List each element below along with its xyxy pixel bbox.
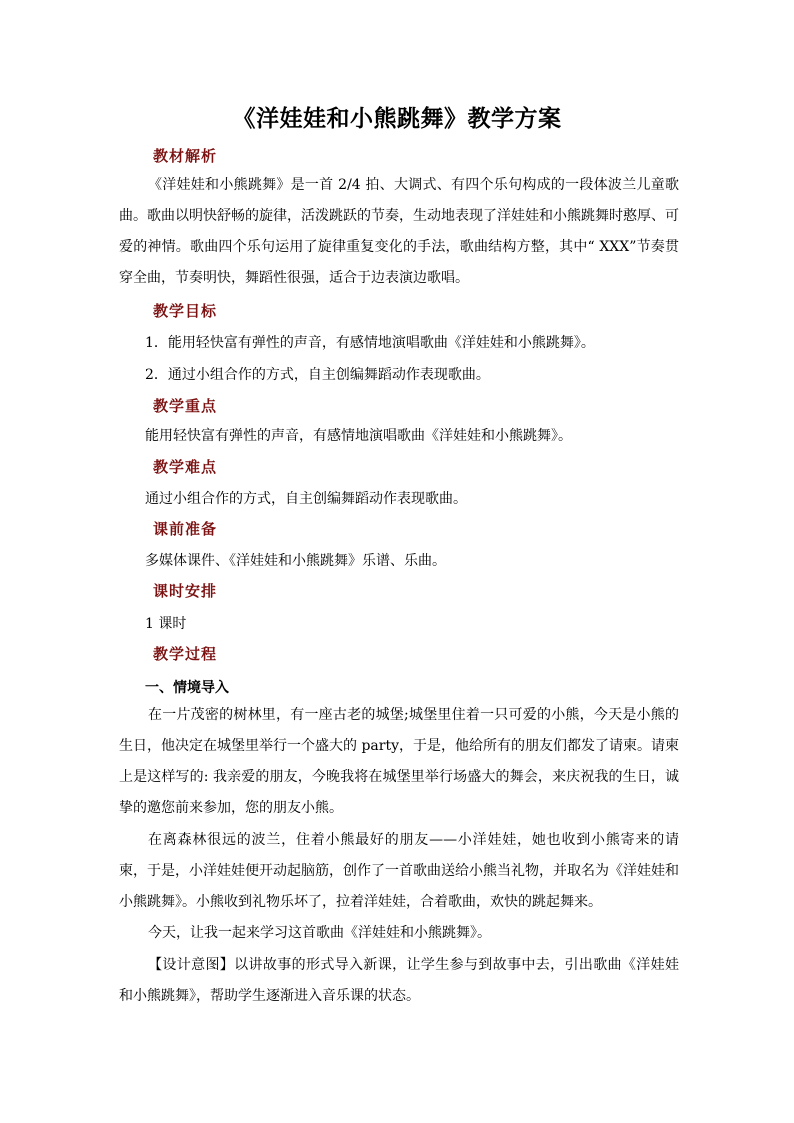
schedule-text: 1 课时: [145, 616, 187, 632]
heading-key-points: 教学重点: [153, 397, 218, 415]
process-paragraph-1: 在一片茂密的树林里，有一座古老的城堡;城堡里住着一只可爱的小熊，今天是小熊的生日，他决定在城堡里举行一个盛大的 party，于是，他给所有的朋友们都发了请柬。请柬上是这样写的: 我亲爱的朋友，今晚我将在城堡里举行场盛大的舞会，来庆祝我的生日，诚挚的邀您前来参加，您的朋友小熊。: [119, 707, 679, 816]
key-points-text: 能用轻快富有弹性的声音，有感情地演唱歌曲《洋娃娃和小熊跳舞》。: [145, 428, 572, 444]
process-paragraph-2: 在离森林很远的波兰，住着小熊最好的朋友——小洋娃娃，她也收到小熊寄来的请柬，于是，小洋娃娃便开动起脑筋，创作了一首歌曲送给小熊当礼物，并取名为《洋娃娃和小熊跳舞》。小熊收到礼物乐坏了，拉着洋娃娃，合着歌曲，欢快的跳起舞来。: [119, 832, 679, 910]
analysis-paragraph: 《洋娃娃和小熊跳舞》是一首 2/4 拍、大调式、有四个乐句构成的一段体波兰儿童歌曲。歌曲以明快舒畅的旋律，活泼跳跃的节奏，生动地表现了洋娃娃和小熊跳舞时憨厚、可爱的神情。歌曲四个乐句运用了旋律重复变化的手法，歌曲结构方整，其中“ XXX”节奏贯穿全曲，节奏明快，舞蹈性很强，适合于边表演边歌唱。: [119, 177, 679, 286]
process-paragraph-3: 今天，让我一起来学习这首歌曲《洋娃娃和小熊跳舞》。: [148, 925, 491, 941]
process-subheading: 一、情境导入: [145, 680, 229, 696]
heading-preparation: 课前准备: [153, 520, 218, 538]
heading-schedule: 课时安排: [153, 582, 218, 600]
heading-process: 教学过程: [153, 645, 218, 663]
document-title: 《洋娃娃和小熊跳舞》教学方案: [232, 105, 562, 132]
heading-goals: 教学目标: [153, 302, 218, 320]
difficulties-text: 通过小组合作的方式，自主创编舞蹈动作表现歌曲。: [145, 491, 467, 507]
goal-item-1: 1．能用轻快富有弹性的声音，有感情地演唱歌曲《洋娃娃和小熊跳舞》。: [145, 335, 595, 351]
goal-item-2: 2．通过小组合作的方式，自主创编舞蹈动作表现歌曲。: [145, 367, 490, 383]
heading-analysis: 教材解析: [153, 147, 218, 165]
heading-difficulties: 教学难点: [153, 458, 218, 476]
design-intent-paragraph: 【设计意图】以讲故事的形式导入新课，让学生参与到故事中去，引出歌曲《洋娃娃和小熊跳舞》，帮助学生逐渐进入音乐课的状态。: [119, 957, 679, 1004]
preparation-text: 多媒体课件、《洋娃娃和小熊跳舞》乐谱、乐曲。: [145, 553, 446, 569]
